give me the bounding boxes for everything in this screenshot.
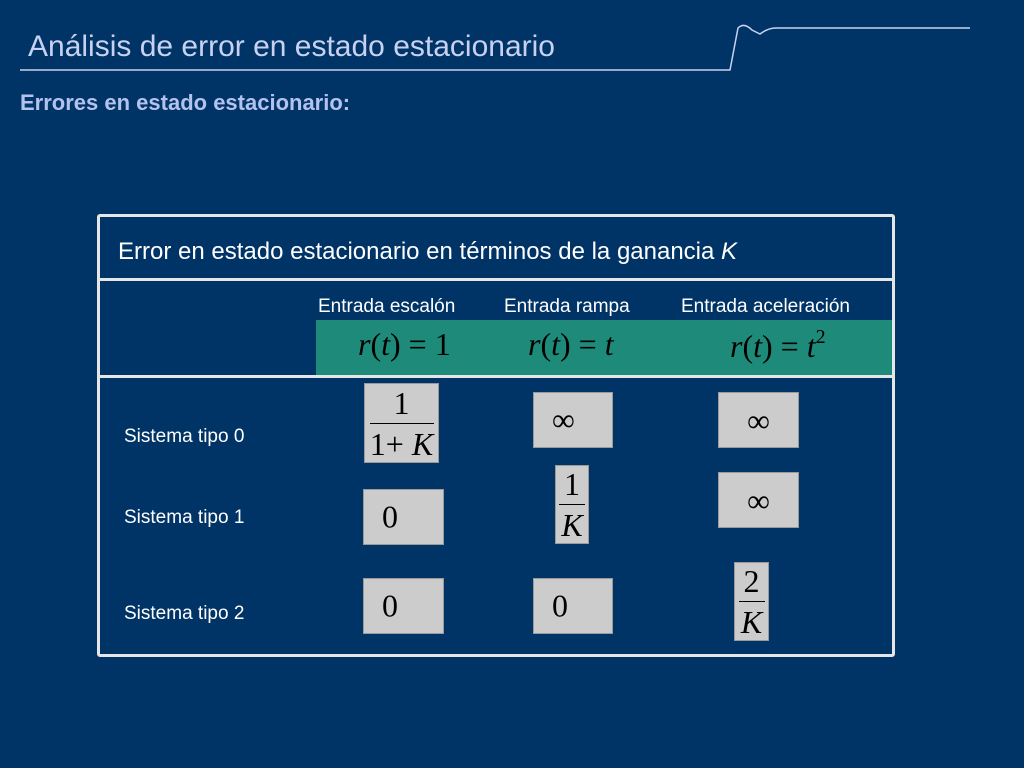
- column-header-step: Entrada escalón: [318, 296, 456, 317]
- formula-acceleration: $r(t) = t^2$: [730, 326, 826, 364]
- cell-type0-acceleration: ∞: [718, 392, 799, 448]
- fraction: 1 K: [556, 466, 588, 543]
- table-caption-text: Error en estado estacionario en términos de la ganancia: [118, 238, 722, 265]
- header-divider: [97, 375, 895, 378]
- column-header-acceleration: Entrada aceleración: [681, 296, 850, 317]
- row-label-type-1: Sistema tipo 1: [124, 507, 245, 528]
- table-caption: [118, 238, 737, 266]
- cell-type2-step: 0: [363, 578, 444, 634]
- caption-divider: [97, 278, 895, 281]
- column-header-ramp: Entrada rampa: [504, 296, 630, 317]
- table-caption-variable: K: [721, 238, 738, 265]
- cell-type2-acceleration: [734, 562, 769, 641]
- cell-type0-ramp: ∞: [533, 392, 613, 448]
- formula-ramp: r(t) = t: [528, 326, 614, 362]
- row-label-type-0: Sistema tipo 0: [124, 426, 245, 447]
- row-label-type-2: Sistema tipo 2: [124, 603, 245, 624]
- cell-type1-ramp: [555, 465, 589, 544]
- fraction: 2 K: [735, 563, 768, 640]
- fraction: 1 1+ K: [369, 384, 434, 462]
- section-subtitle: Errores en estado estacionario:: [20, 90, 351, 115]
- cell-type1-acceleration: ∞: [718, 472, 799, 528]
- formula-step: r(t) = 1: [358, 326, 451, 362]
- page-title: Análisis de error en estado estacionario: [28, 30, 555, 63]
- cell-type2-ramp: 0: [533, 578, 613, 634]
- cell-type0-step: [364, 383, 439, 463]
- cell-type1-step: 0: [363, 489, 444, 545]
